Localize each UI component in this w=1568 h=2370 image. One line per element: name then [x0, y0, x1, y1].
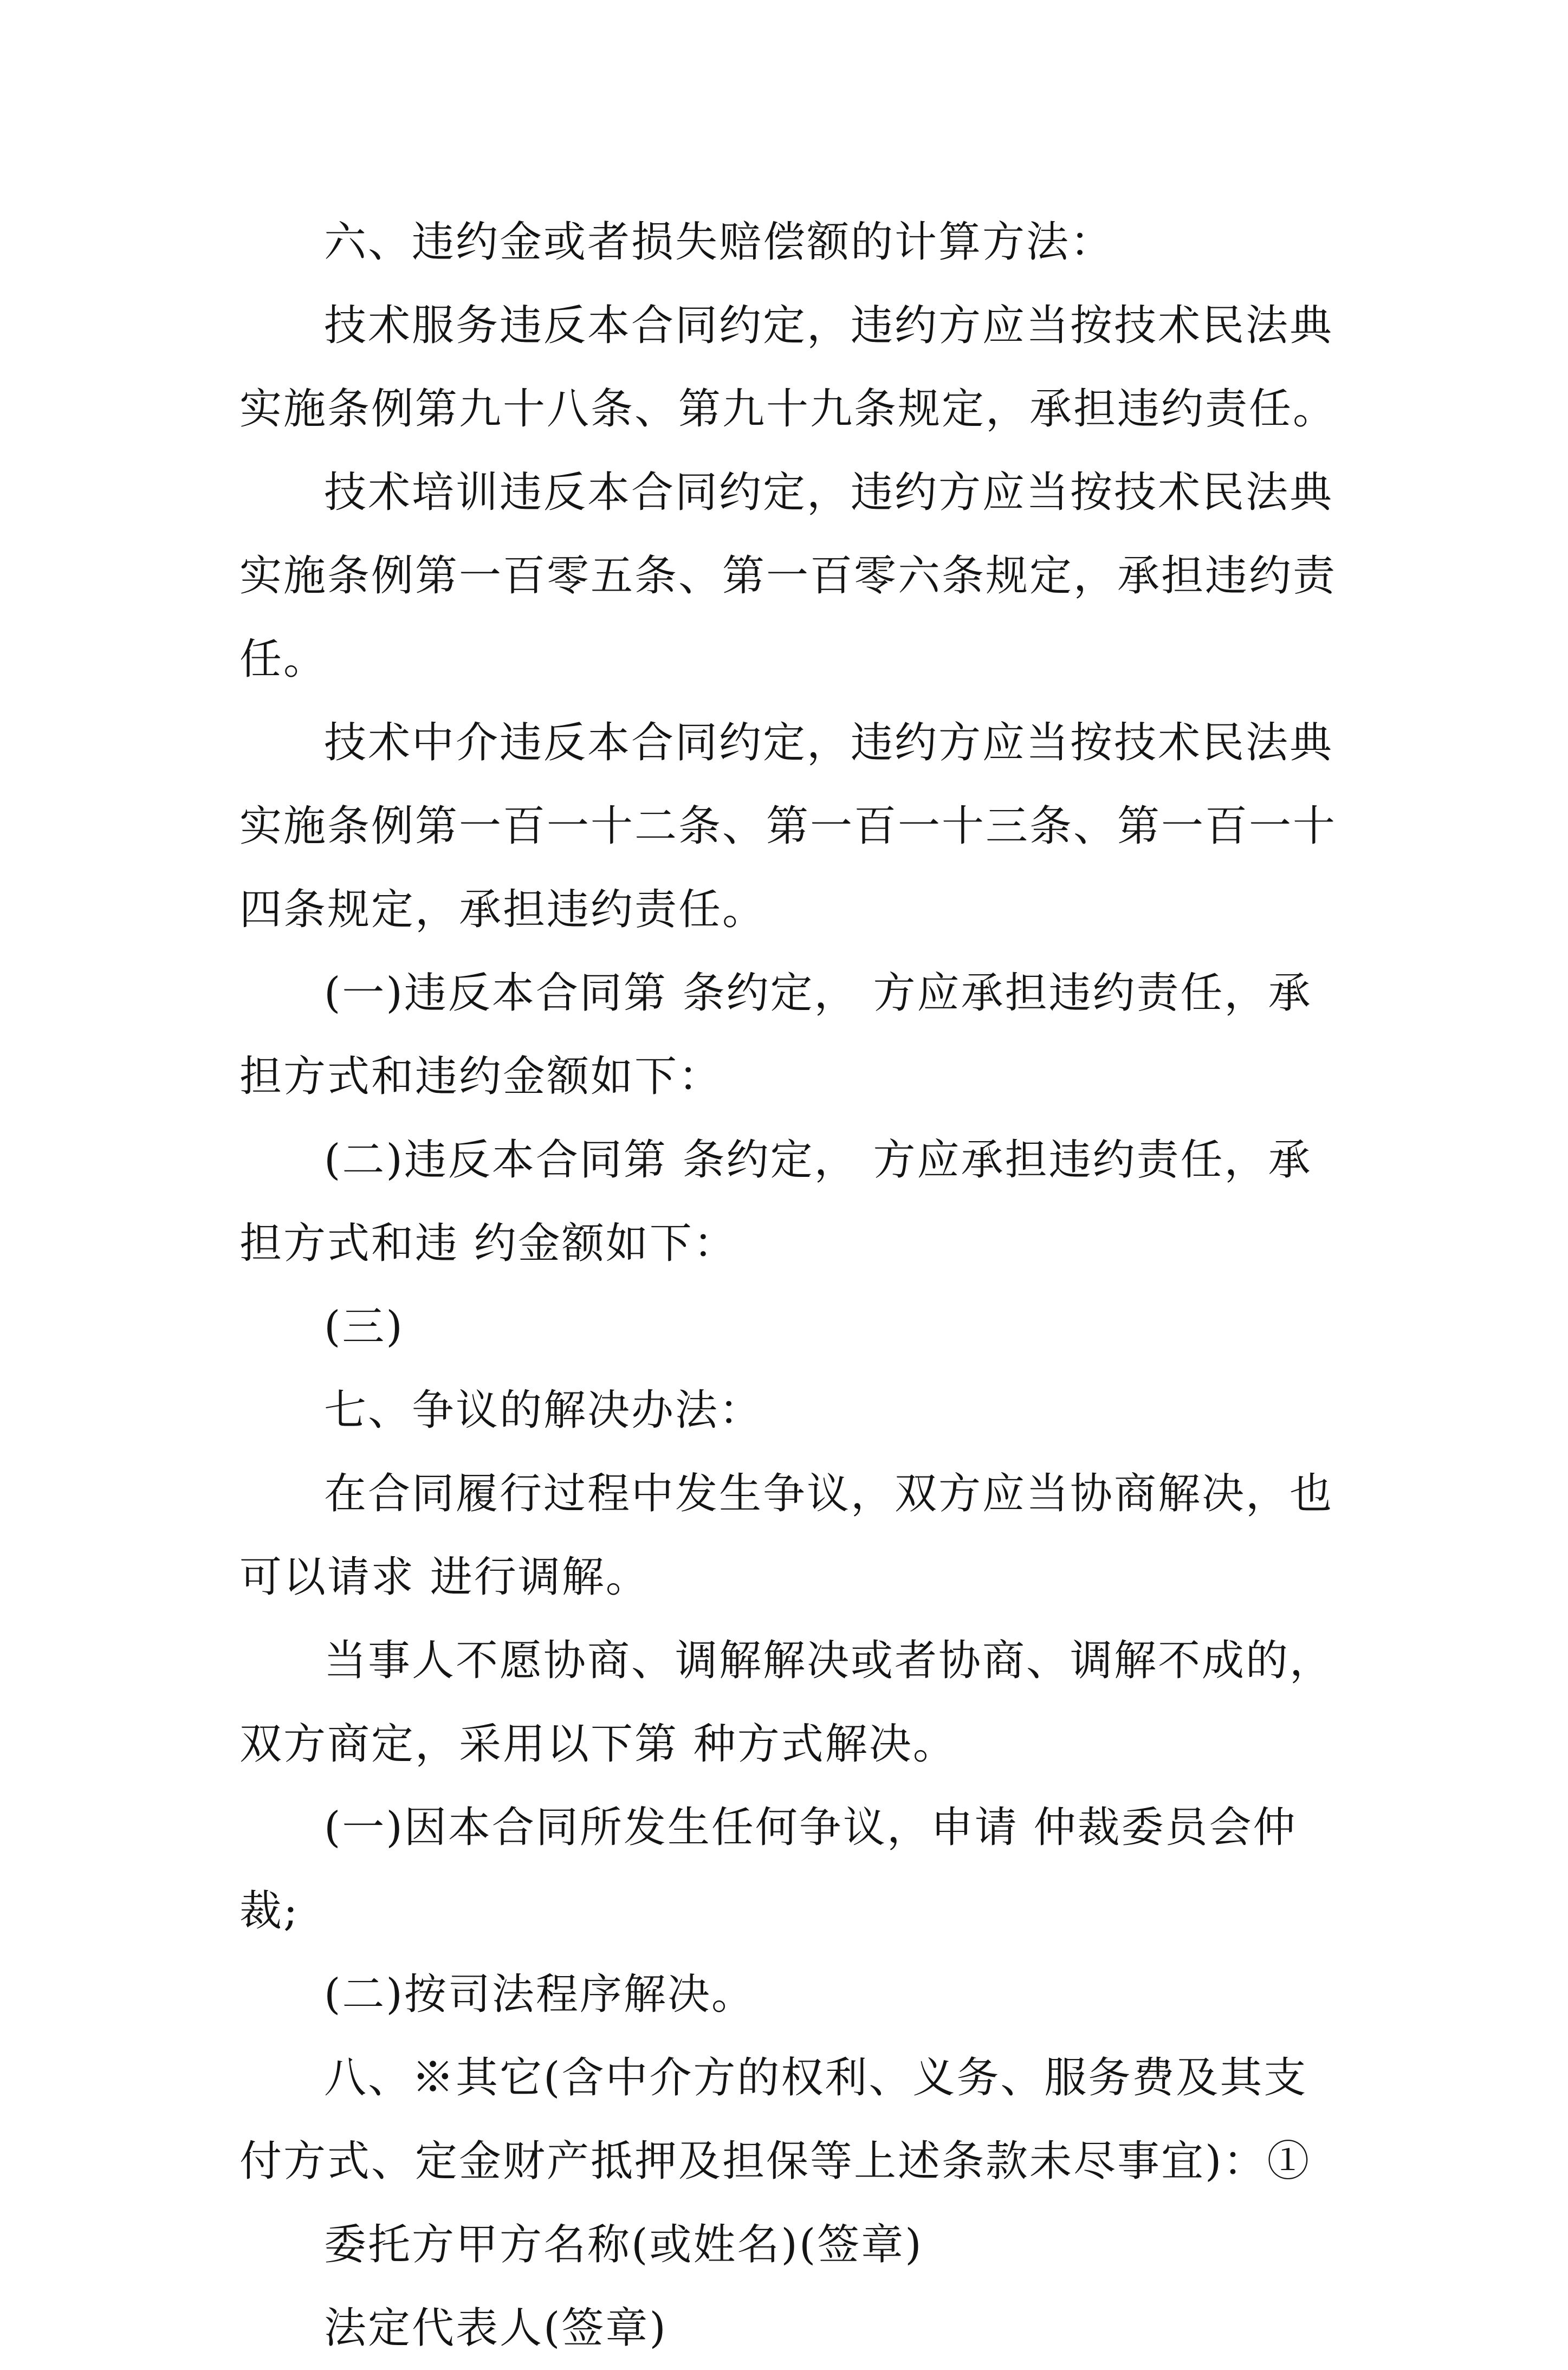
- section-heading-other-matters: 八、※其它(含中介方的权利、义务、服务费及其支付方式、定金财产抵押及担保等上述条款未尽事宜)：①: [239, 2054, 1311, 2186]
- paragraph-dispute-negotiation: 在合同履行过程中发生争议，双方应当协商解决，也可以请求 进行调解。: [239, 1469, 1334, 1602]
- clause-dispute-judicial: (二)按司法程序解决。: [324, 1970, 755, 2019]
- paragraph-dispute-method-choice: 当事人不愿协商、调解解决或者协商、调解不成的，双方商定，采用以下第 种方式解决。: [239, 1636, 1334, 1769]
- paragraph-technical-service-breach: 技术服务违反本合同约定，违约方应当按技术民法典实施条例第九十八条、第九十九条规定，承担违约责任。: [239, 301, 1337, 433]
- clause-dispute-arbitration: (一)因本合同所发生任何争议，申请 仲裁委员会仲裁;: [239, 1803, 1297, 1935]
- signature-line-client-name: 委托方甲方名称(或姓名)(签章): [324, 2220, 923, 2269]
- signature-line-legal-representative: 法定代表人(签章): [324, 2304, 668, 2353]
- section-heading-dispute-resolution: 七、争议的解决办法：: [324, 1386, 763, 1435]
- clause-breach-item-1: (一)违反本合同第 条约定， 方应承担违约责任，承担方式和违约金额如下：: [239, 969, 1312, 1101]
- section-heading-penalty-calculation: 六、违约金或者损失赔偿额的计算方法：: [324, 218, 1115, 267]
- paragraph-technical-training-breach: 技术培训违反本合同约定，违约方应当按技术民法典实施条例第一百零五条、第一百零六条规定，承担违约责任。: [239, 468, 1337, 684]
- clause-breach-item-3: (三): [324, 1303, 404, 1351]
- document-body: [239, 200, 1339, 2370]
- paragraph-technical-intermediary-breach: 技术中介违反本合同约定，违约方应当按技术民法典实施条例第一百一十二条、第一百一十三条、第一百一十四条规定，承担违约责任。: [239, 718, 1337, 934]
- clause-breach-item-2: (二)违反本合同第 条约定， 方应承担违约责任，承担方式和违 约金额如下：: [239, 1136, 1312, 1268]
